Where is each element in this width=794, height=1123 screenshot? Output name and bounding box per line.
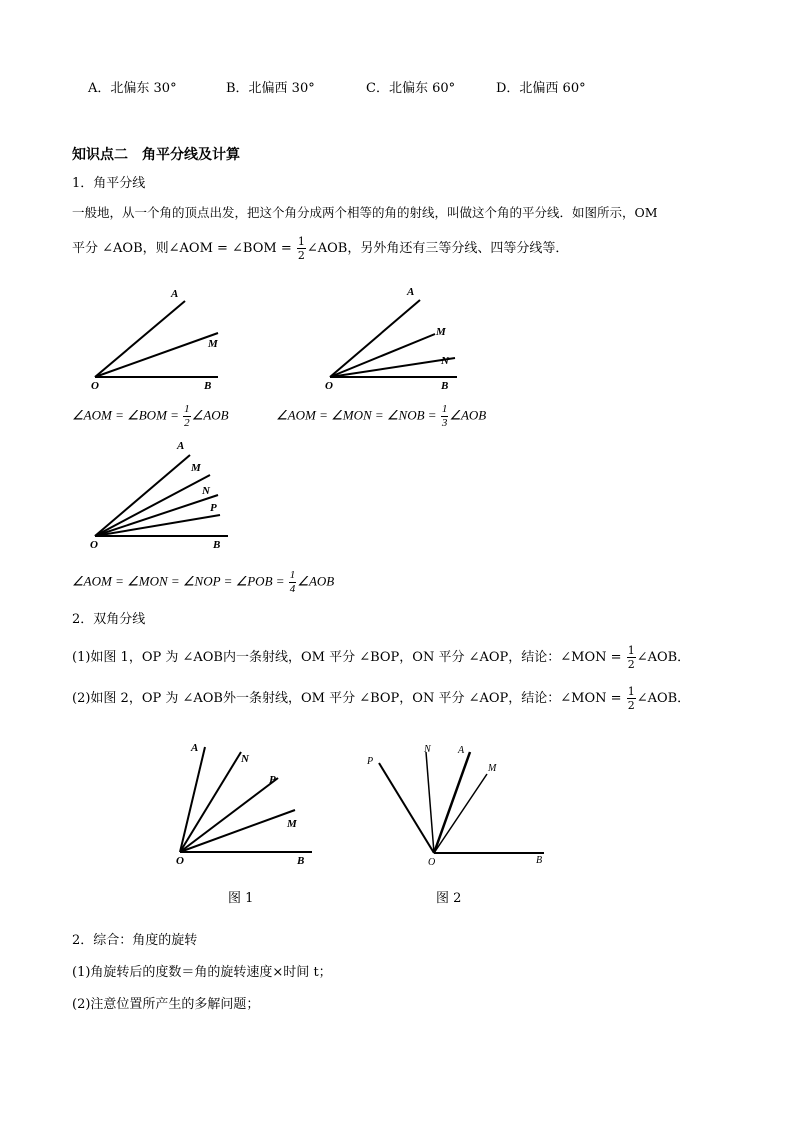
definition-line-2 <box>72 236 568 261</box>
section-title: 知识点二 角平分线及计算 <box>72 147 240 163</box>
label-a: A <box>407 286 415 298</box>
label-n: N <box>241 753 249 765</box>
option-b: B．北偏西 30° <box>226 81 315 96</box>
label-b: B <box>441 380 449 392</box>
fraction-numerator: 1 <box>297 235 305 248</box>
label-m: M <box>208 338 218 350</box>
label-a: A <box>191 742 199 754</box>
definition-line-2-text-a: 平分 ∠AOB，则∠AOM = ∠BOM = <box>72 241 296 256</box>
double-bisector-item-1 <box>72 645 690 670</box>
item-2-text: (2)如图 2，OP 为 ∠AOB外一条射线，OM 平分 ∠BOP，ON 平分 ∠AOP，结论：∠MON = <box>72 691 626 706</box>
ray-om <box>434 774 487 853</box>
rotation-item-2: (2)注意位置所产生的多解问题； <box>72 997 260 1012</box>
ray-om <box>330 334 435 377</box>
formula-bisector-lhs: ∠AOM = ∠BOM = <box>72 407 183 423</box>
ray-on <box>180 752 241 852</box>
label-o: O <box>428 857 436 868</box>
label-m: M <box>436 326 446 338</box>
formula-bisector-rhs: ∠AOB <box>191 407 229 423</box>
fraction-half <box>627 645 636 670</box>
formula-quadrisector-lhs: ∠AOM = ∠MON = ∠NOP = ∠POB = <box>72 573 288 589</box>
label-o: O <box>90 539 98 551</box>
ray-op <box>379 763 434 853</box>
figure-2 <box>362 738 552 873</box>
formula-quadrisector-rhs: ∠AOB <box>297 573 335 589</box>
item-2-end: ∠AOB． <box>636 691 691 706</box>
fraction-denominator: 2 <box>184 417 190 429</box>
fraction-denominator: 2 <box>627 658 635 671</box>
fraction-numerator: 1 <box>627 644 635 657</box>
heading-double-bisector: 2．双角分线 <box>72 612 146 627</box>
ray-om <box>180 810 295 852</box>
option-d: D．北偏西 60° <box>496 81 586 96</box>
ray-oa <box>434 752 470 853</box>
label-b: B <box>536 855 543 866</box>
label-a: A <box>458 745 465 756</box>
option-c: C．北偏东 60° <box>366 81 456 96</box>
formula-trisector <box>276 404 486 429</box>
fraction-numerator: 1 <box>289 569 296 581</box>
formula-bisector <box>72 404 229 429</box>
label-m: M <box>287 818 297 830</box>
heading-angle-bisector: 1．角平分线 <box>72 176 146 191</box>
fraction-half <box>297 236 306 261</box>
fraction-half <box>627 686 636 711</box>
item-1-text: (1)如图 1，OP 为 ∠AOB内一条射线，OM 平分 ∠BOP，ON 平分 ∠AOP，结论：∠MON = <box>72 650 626 665</box>
figure-quadrisector <box>80 435 245 555</box>
label-p: P <box>210 502 217 514</box>
formula-trisector-rhs: ∠AOB <box>449 407 487 423</box>
label-p: P <box>367 756 374 767</box>
fraction-quarter <box>289 570 297 595</box>
figure-trisector <box>315 282 480 392</box>
rotation-item-1: (1)角旋转后的度数＝角的旋转速度×时间 t； <box>72 965 332 980</box>
formula-quadrisector <box>72 570 334 595</box>
label-m: M <box>191 462 201 474</box>
label-b: B <box>297 855 305 867</box>
figure-2-caption: 图 2 <box>436 891 462 906</box>
fraction-numerator: 1 <box>441 403 448 415</box>
label-a: A <box>171 288 179 300</box>
figure-1 <box>170 735 320 870</box>
fraction-denominator: 2 <box>297 249 305 262</box>
ray-oa <box>95 301 185 377</box>
ray-on <box>426 752 434 853</box>
label-o: O <box>91 380 99 390</box>
label-n: N <box>441 355 449 367</box>
figure-1-caption: 图 1 <box>228 891 254 906</box>
fraction-numerator: 1 <box>184 403 190 415</box>
fraction-numerator: 1 <box>627 685 635 698</box>
fraction-denominator: 4 <box>289 583 296 595</box>
label-m: M <box>488 763 497 774</box>
heading-rotation: 2．综合：角度的旋转 <box>72 933 198 948</box>
fraction-third <box>441 404 449 429</box>
double-bisector-item-2 <box>72 686 690 711</box>
definition-line-2-text-b: ∠AOB，另外角还有三等分线、四等分线等． <box>306 241 569 256</box>
fraction-half <box>183 404 191 429</box>
fraction-denominator: 2 <box>627 699 635 712</box>
ray-om <box>95 333 218 377</box>
label-b: B <box>204 380 212 390</box>
label-o: O <box>176 855 184 867</box>
label-p: P <box>269 774 276 786</box>
ray-oa <box>95 455 190 536</box>
label-n: N <box>424 744 431 755</box>
label-a: A <box>177 440 185 452</box>
ray-on <box>95 495 218 536</box>
item-1-end: ∠AOB． <box>636 650 691 665</box>
option-a: A．北偏东 30° <box>88 81 177 96</box>
label-b: B <box>213 539 221 551</box>
formula-trisector-lhs: ∠AOM = ∠MON = ∠NOB = <box>276 407 440 423</box>
definition-line-1: 一般地，从一个角的顶点出发，把这个角分成两个相等的角的射线，叫做这个角的平分线．如图所示，OM <box>72 205 658 220</box>
label-o: O <box>325 380 333 392</box>
fraction-denominator: 3 <box>441 417 448 429</box>
figure-bisector <box>80 285 240 390</box>
label-n: N <box>202 485 210 497</box>
